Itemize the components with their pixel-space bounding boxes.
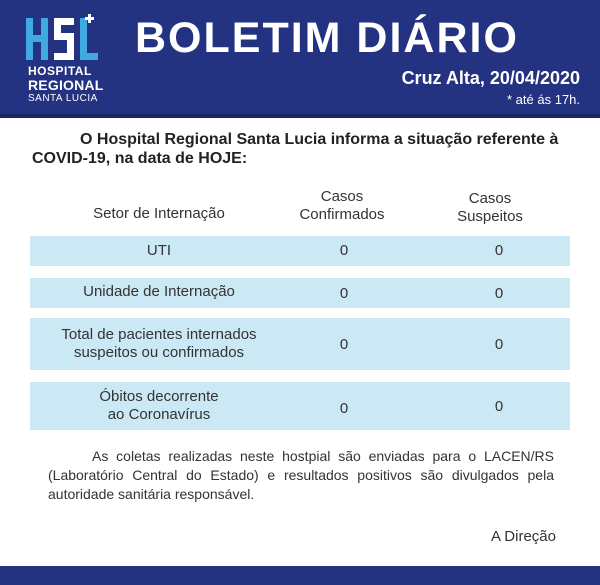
intro-text: O Hospital Regional Santa Lucia informa a situação referente à COVID-19, na data de HOJE:: [32, 131, 559, 167]
row-sector-label-line1: Óbitos decorrente: [99, 388, 219, 405]
row-suspected-value: 0: [494, 336, 504, 353]
bottom-bar: [0, 566, 600, 585]
column-header-suspected-line2: Suspeitos: [457, 208, 523, 225]
hsl-logo-icon: [24, 14, 100, 66]
table-row-obitos: [30, 382, 570, 430]
column-header-sector-label: Setor de Internação: [93, 205, 225, 222]
row-sector-label: UTI: [146, 242, 172, 259]
row-sector-label-line1: Total de pacientes internados: [61, 326, 257, 343]
table-row-unidade-internacao: [30, 278, 570, 308]
row-confirmed-value: 0: [339, 336, 349, 353]
time-note: * até ás 17h.: [507, 92, 580, 107]
row-confirmed-value: 0: [339, 285, 349, 302]
row-suspected-value: 0: [494, 285, 504, 302]
column-header-confirmed-line1: Casos: [320, 188, 364, 205]
row-sector-label: Unidade de Internação: [83, 283, 235, 300]
row-sector-label-line2: suspeitos ou confirmados: [73, 344, 245, 361]
column-header-suspected-line1: Casos: [468, 190, 512, 207]
intro-paragraph: [32, 130, 572, 168]
column-header-sector: [30, 205, 288, 223]
footer-note-text: As coletas realizadas neste hostpial são enviadas para o LACEN/RS (Laboratório Central do Estado) e resultados positivos são divulgados pela autoridade sanitária responsável.: [48, 448, 554, 502]
row-sector-label-line2: ao Coronavírus: [107, 406, 211, 423]
signature: A Direção: [490, 528, 556, 545]
header-banner: [0, 0, 600, 118]
table-row-uti: [30, 236, 570, 266]
row-confirmed-value: 0: [339, 242, 349, 259]
logo-text-hospital: HOSPITAL: [28, 64, 92, 78]
page-title: BOLETIM DIÁRIO: [135, 14, 519, 62]
logo-text-regional: REGIONAL: [28, 77, 104, 93]
column-header-confirmed: [288, 188, 396, 224]
row-suspected-value: 0: [494, 398, 504, 415]
logo-text-santa-lucia: SANTA LUCIA: [28, 93, 98, 104]
bulletin-date: Cruz Alta, 20/04/2020: [401, 68, 580, 88]
row-sector-label: [30, 326, 288, 362]
row-sector-label: [30, 388, 288, 424]
row-suspected-value: 0: [494, 242, 504, 259]
column-header-confirmed-line2: Confirmados: [299, 206, 385, 223]
table-row-total-internados: [30, 318, 570, 370]
hospital-logo: [22, 14, 108, 106]
footer-note: [48, 447, 554, 504]
row-confirmed-value: 0: [339, 400, 349, 417]
column-header-suspected: [430, 190, 550, 226]
